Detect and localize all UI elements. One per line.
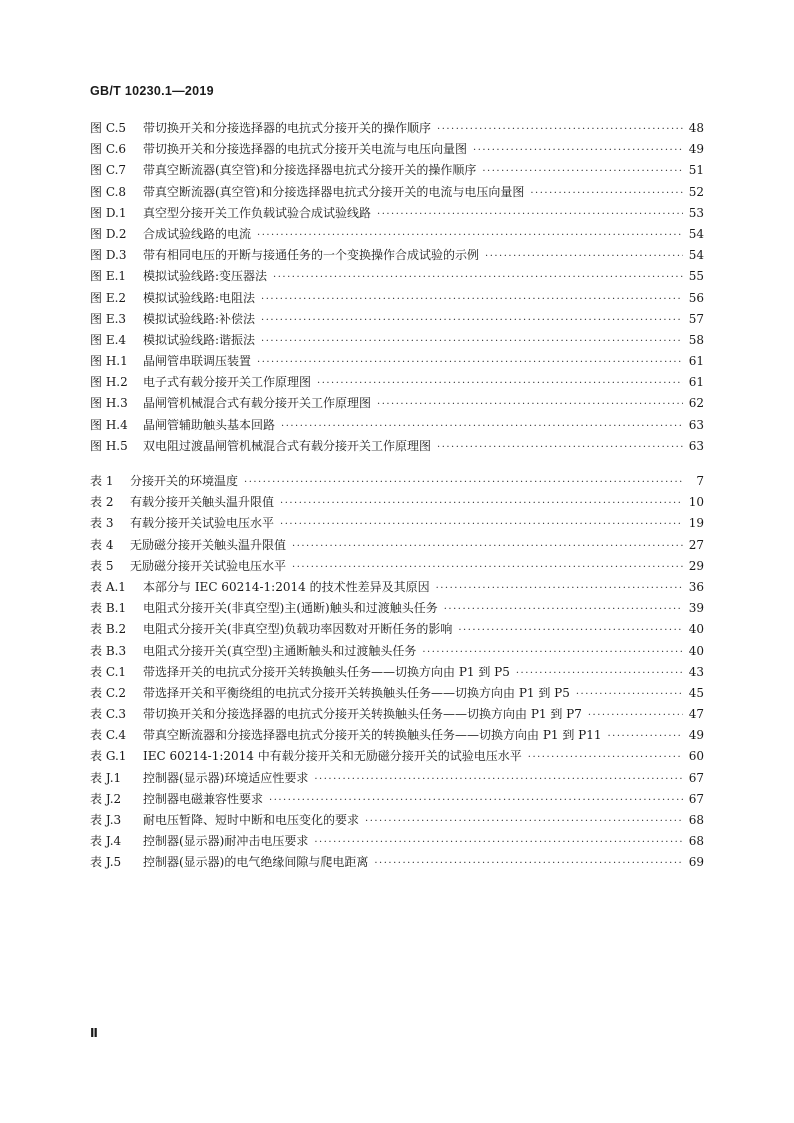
dot-leader bbox=[576, 689, 683, 700]
figure-toc-entry[interactable] bbox=[90, 331, 704, 352]
page-number: Ⅱ bbox=[90, 1026, 98, 1040]
figure-toc-entry[interactable] bbox=[90, 225, 704, 246]
entry-number: 图 C.6 bbox=[90, 142, 127, 157]
dot-leader bbox=[280, 498, 683, 509]
entry-page-number: 27 bbox=[688, 537, 704, 552]
entry-title: 模拟试验线路:电阻法 bbox=[143, 290, 256, 305]
entry-number: 图 H.1 bbox=[90, 354, 128, 369]
figure-toc-entry[interactable] bbox=[90, 140, 704, 161]
entry-page-number: 69 bbox=[688, 855, 704, 870]
figure-toc-entry[interactable] bbox=[90, 416, 704, 437]
dot-leader bbox=[377, 399, 683, 410]
entry-number: 图 C.5 bbox=[90, 121, 127, 135]
table-toc-entry[interactable] bbox=[90, 726, 704, 747]
entry-page-number: 62 bbox=[688, 396, 704, 411]
entry-number: 表 B.1 bbox=[90, 601, 127, 616]
entry-title: 带切换开关和分接选择器的电抗式分接开关电流与电压向量图 bbox=[143, 142, 468, 157]
entry-number: 表 J.2 bbox=[90, 791, 122, 806]
entry-title: 分接开关的环境温度 bbox=[130, 474, 239, 488]
entry-number: 表 J.3 bbox=[90, 813, 122, 827]
dot-leader bbox=[473, 145, 683, 156]
dot-leader bbox=[273, 272, 683, 283]
dot-leader bbox=[374, 858, 682, 869]
entry-page-number: 52 bbox=[688, 184, 704, 199]
dot-leader bbox=[377, 209, 683, 220]
entry-page-number: 60 bbox=[688, 749, 704, 764]
dot-leader bbox=[281, 421, 683, 432]
table-toc-entry[interactable] bbox=[90, 705, 704, 726]
entry-title: 控制器电磁兼容性要求 bbox=[143, 791, 264, 806]
dot-leader bbox=[261, 315, 683, 326]
dot-leader bbox=[530, 188, 682, 199]
entry-page-number: 49 bbox=[688, 728, 704, 743]
figure-toc-entry[interactable] bbox=[90, 373, 704, 394]
entry-page-number: 48 bbox=[688, 121, 704, 135]
entry-number: 图 H.4 bbox=[90, 417, 128, 432]
entry-title: 双电阻过渡晶闸管机械混合式有载分接开关工作原理图 bbox=[143, 438, 432, 453]
table-toc-entry[interactable] bbox=[90, 684, 704, 705]
table-toc-entry[interactable] bbox=[90, 599, 704, 620]
entry-number: 表 J.1 bbox=[90, 770, 122, 785]
entry-title: 无励磁分接开关试验电压水平 bbox=[130, 558, 287, 573]
entry-number: 图 H.2 bbox=[90, 375, 128, 390]
entry-title: 带有相同电压的开断与接通任务的一个变换操作合成试验的示例 bbox=[143, 248, 480, 263]
entry-page-number: 43 bbox=[688, 664, 704, 679]
entry-title: 本部分与 IEC 60214-1:2014 的技术性差异及其原因 bbox=[143, 579, 430, 594]
entry-title: 晶闸管辅助触头基本回路 bbox=[143, 417, 276, 432]
entry-title: 控制器(显示器)环境适应性要求 bbox=[143, 770, 309, 785]
entry-number: 表 J.4 bbox=[90, 834, 122, 849]
entry-title: 控制器(显示器)的电气绝缘间隙与爬电距离 bbox=[143, 855, 369, 870]
figure-list bbox=[90, 119, 704, 458]
entry-page-number: 56 bbox=[688, 290, 704, 305]
entry-title: 带选择开关的电抗式分接开关转换触头任务——切换方向由 P1 到 P5 bbox=[143, 664, 510, 679]
figure-toc-entry[interactable] bbox=[90, 394, 704, 415]
figure-toc-entry[interactable] bbox=[90, 437, 704, 458]
entry-number: 表 J.5 bbox=[90, 855, 122, 870]
table-toc-entry[interactable] bbox=[90, 620, 704, 641]
entry-number: 表 B.3 bbox=[90, 643, 127, 658]
entry-number: 图 E.2 bbox=[90, 290, 127, 305]
entry-title: 控制器(显示器)耐冲击电压要求 bbox=[143, 834, 309, 849]
entry-page-number: 19 bbox=[688, 516, 704, 531]
entry-page-number: 7 bbox=[696, 474, 704, 488]
entry-title: 带切换开关和分接选择器的电抗式分接开关的操作顺序 bbox=[143, 121, 432, 135]
entry-title: 带切换开关和分接选择器的电抗式分接开关转换触头任务——切换方向由 P1 到 P7 bbox=[143, 707, 582, 722]
entry-page-number: 47 bbox=[688, 707, 704, 722]
figure-toc-entry[interactable] bbox=[90, 310, 704, 331]
entry-number: 表 G.1 bbox=[90, 749, 127, 764]
table-toc-entry[interactable] bbox=[90, 790, 704, 811]
entry-number: 图 D.3 bbox=[90, 248, 127, 263]
entry-page-number: 68 bbox=[688, 813, 704, 827]
dot-leader bbox=[516, 668, 683, 679]
figure-toc-entry[interactable] bbox=[90, 246, 704, 267]
figure-toc-entry[interactable] bbox=[90, 267, 704, 288]
entry-page-number: 57 bbox=[688, 311, 704, 326]
entry-title: 电阻式分接开关(非真空型)主(通断)触头和过渡触头任务 bbox=[143, 601, 438, 616]
dot-leader bbox=[292, 541, 683, 552]
dot-leader bbox=[437, 442, 683, 453]
figure-toc-entry[interactable] bbox=[90, 204, 704, 225]
entry-title: 合成试验线路的电流 bbox=[143, 226, 252, 241]
entry-page-number: 40 bbox=[688, 643, 704, 658]
entry-page-number: 36 bbox=[688, 579, 704, 594]
table-toc-entry[interactable] bbox=[90, 493, 704, 514]
dot-leader bbox=[292, 562, 683, 573]
entry-page-number: 67 bbox=[688, 770, 704, 785]
entry-page-number: 61 bbox=[688, 354, 704, 369]
dot-leader bbox=[608, 731, 683, 742]
entry-page-number: 67 bbox=[688, 791, 704, 806]
entry-title: 真空型分接开关工作负载试验合成试验线路 bbox=[143, 205, 372, 220]
entry-title: 带真空断流器和分接选择器电抗式分接开关的转换触头任务——切换方向由 P1 到 P11 bbox=[143, 728, 602, 743]
figure-toc-entry[interactable] bbox=[90, 352, 704, 373]
entry-number: 图 D.2 bbox=[90, 226, 127, 241]
standard-code-header: GB/T 10230.1—2019 bbox=[90, 84, 214, 98]
entry-page-number: 39 bbox=[688, 601, 704, 616]
table-toc-entry[interactable] bbox=[90, 578, 704, 599]
entry-title: 带真空断流器(真空管)和分接选择器电抗式分接开关的电流与电压向量图 bbox=[143, 184, 525, 199]
entry-page-number: 53 bbox=[688, 205, 704, 220]
entry-page-number: 63 bbox=[688, 438, 704, 453]
entry-title: 模拟试验线路:谐振法 bbox=[143, 332, 256, 347]
entry-number: 表 C.3 bbox=[90, 707, 127, 722]
entry-number: 图 D.1 bbox=[90, 205, 127, 220]
entry-number: 图 C.7 bbox=[90, 163, 127, 178]
dot-leader bbox=[528, 752, 683, 763]
entry-number: 表 2 bbox=[90, 495, 114, 510]
entry-page-number: 29 bbox=[688, 558, 704, 573]
entry-number: 图 E.1 bbox=[90, 269, 127, 284]
entry-number: 表 3 bbox=[90, 516, 114, 531]
entry-title: 电阻式分接开关(真空型)主通断触头和过渡触头任务 bbox=[143, 643, 417, 658]
dot-leader bbox=[244, 477, 684, 488]
entry-title: 有载分接开关试验电压水平 bbox=[130, 516, 275, 531]
table-toc-entry[interactable] bbox=[90, 811, 704, 832]
dot-leader bbox=[422, 647, 682, 658]
table-toc-entry[interactable] bbox=[90, 536, 704, 557]
entry-title: 无励磁分接开关触头温升限值 bbox=[130, 537, 287, 552]
dot-leader bbox=[314, 837, 682, 848]
entry-title: IEC 60214-1:2014 中有载分接开关和无励磁分接开关的试验电压水平 bbox=[143, 749, 522, 764]
table-toc-entry[interactable] bbox=[90, 747, 704, 768]
entry-number: 图 E.3 bbox=[90, 311, 127, 326]
entry-page-number: 61 bbox=[688, 375, 704, 390]
entry-title: 电阻式分接开关(非真空型)负载功率因数对开断任务的影响 bbox=[143, 622, 453, 637]
dot-leader bbox=[437, 124, 683, 135]
entry-number: 表 B.2 bbox=[90, 622, 127, 637]
entry-title: 带真空断流器(真空管)和分接选择器电抗式分接开关的操作顺序 bbox=[143, 163, 477, 178]
dot-leader bbox=[257, 230, 683, 241]
entry-title: 耐电压暂降、短时中断和电压变化的要求 bbox=[143, 813, 360, 827]
entry-number: 表 4 bbox=[90, 537, 114, 552]
dot-leader bbox=[261, 336, 683, 347]
dot-leader bbox=[317, 378, 683, 389]
dot-leader bbox=[482, 166, 682, 177]
entry-title: 模拟试验线路:补偿法 bbox=[143, 311, 256, 326]
entry-page-number: 54 bbox=[688, 226, 704, 241]
table-toc-entry[interactable] bbox=[90, 832, 704, 853]
dot-leader bbox=[261, 294, 683, 305]
table-toc-entry[interactable] bbox=[90, 514, 704, 535]
entry-page-number: 63 bbox=[688, 417, 704, 432]
table-toc-entry[interactable] bbox=[90, 472, 704, 493]
table-list bbox=[90, 472, 704, 875]
entry-page-number: 49 bbox=[688, 142, 704, 157]
dot-leader bbox=[257, 357, 683, 368]
entry-title: 晶闸管机械混合式有载分接开关工作原理图 bbox=[143, 396, 372, 411]
dot-leader bbox=[588, 710, 683, 721]
figure-toc-entry[interactable] bbox=[90, 183, 704, 204]
figure-toc-entry[interactable] bbox=[90, 289, 704, 310]
dot-leader bbox=[314, 774, 682, 785]
entry-page-number: 54 bbox=[688, 248, 704, 263]
entry-page-number: 40 bbox=[688, 622, 704, 637]
table-toc-entry[interactable] bbox=[90, 853, 704, 874]
table-toc-entry[interactable] bbox=[90, 642, 704, 663]
dot-leader bbox=[436, 583, 683, 594]
entry-title: 带选择开关和平衡绕组的电抗式分接开关转换触头任务——切换方向由 P1 到 P5 bbox=[143, 685, 570, 700]
table-toc-entry[interactable] bbox=[90, 557, 704, 578]
entry-number: 图 H.5 bbox=[90, 438, 128, 453]
entry-page-number: 68 bbox=[688, 834, 704, 849]
table-toc-entry[interactable] bbox=[90, 663, 704, 684]
dot-leader bbox=[280, 519, 683, 530]
dot-leader bbox=[269, 795, 683, 806]
entry-title: 晶闸管串联调压装置 bbox=[143, 354, 252, 369]
dot-leader bbox=[444, 604, 683, 615]
entry-title: 模拟试验线路:变压器法 bbox=[143, 269, 268, 284]
entry-number: 图 H.3 bbox=[90, 396, 128, 411]
entry-number: 图 E.4 bbox=[90, 332, 127, 347]
entry-number: 表 C.1 bbox=[90, 664, 127, 679]
entry-number: 表 A.1 bbox=[90, 579, 126, 594]
dot-leader bbox=[458, 625, 682, 636]
dot-leader bbox=[485, 251, 683, 262]
entry-page-number: 51 bbox=[688, 163, 704, 178]
entry-number: 表 5 bbox=[90, 558, 114, 573]
figure-toc-entry[interactable] bbox=[90, 119, 704, 140]
entry-number: 表 1 bbox=[90, 474, 114, 488]
entry-title: 有载分接开关触头温升限值 bbox=[130, 495, 275, 510]
entry-number: 表 C.2 bbox=[90, 685, 127, 700]
figure-toc-entry[interactable] bbox=[90, 161, 704, 182]
entry-number: 图 C.8 bbox=[90, 184, 127, 199]
entry-number: 表 C.4 bbox=[90, 728, 127, 743]
dot-leader bbox=[365, 816, 683, 827]
entry-page-number: 55 bbox=[688, 269, 704, 284]
table-toc-entry[interactable] bbox=[90, 769, 704, 790]
entry-page-number: 45 bbox=[688, 685, 704, 700]
entry-page-number: 58 bbox=[688, 332, 704, 347]
entry-page-number: 10 bbox=[688, 495, 704, 510]
entry-title: 电子式有载分接开关工作原理图 bbox=[143, 375, 312, 390]
